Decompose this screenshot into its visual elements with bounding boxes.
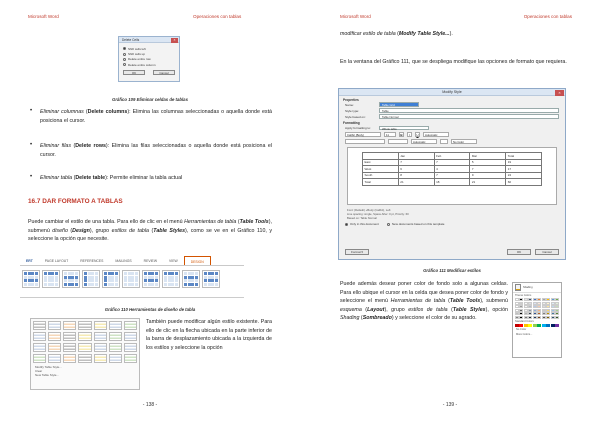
ok-button[interactable]: OK	[507, 249, 531, 255]
gallery-style-tile[interactable]	[78, 332, 91, 341]
gallery-style-tile[interactable]	[33, 321, 46, 330]
menu-modify-table-style[interactable]: Modify Table Style...	[35, 365, 62, 369]
gallery-style-tile[interactable]	[63, 343, 76, 352]
only-this-document-radio[interactable]: Only in this document	[345, 222, 379, 226]
section-title: 16.7 DAR FORMATO A TABLAS	[28, 198, 123, 205]
font-select[interactable]: Calibri (Body)	[345, 132, 381, 137]
ribbon-tabs	[20, 256, 244, 266]
paragraph-modify-option: modificar estilo de tabla (Modify Table Style...).	[340, 31, 453, 37]
gallery-style-tile[interactable]	[33, 332, 46, 341]
radio-icon	[123, 58, 126, 61]
shading-palette	[512, 282, 562, 358]
radio-icon	[123, 63, 126, 66]
gallery-style-tile[interactable]	[109, 332, 122, 341]
gallery-style-tile[interactable]	[109, 343, 122, 352]
color-swatch[interactable]	[542, 324, 546, 327]
name-input[interactable]: Table Grid	[379, 102, 419, 107]
tab-insert[interactable]: ERT	[26, 259, 33, 263]
gallery-style-tile[interactable]	[63, 321, 76, 330]
theme-colors-label: Theme Colors	[515, 294, 532, 297]
color-swatch[interactable]	[537, 316, 541, 319]
gallery-style-tile[interactable]	[48, 354, 61, 363]
font-toolbar	[339, 131, 565, 138]
no-color-option[interactable]: No Color	[516, 327, 527, 331]
gallery-style-tile[interactable]	[109, 354, 122, 363]
color-swatch[interactable]	[542, 316, 546, 319]
color-swatch[interactable]	[524, 316, 528, 319]
radio-icon	[123, 53, 126, 56]
bullet-delete-table: Eliminar tabla (Delete table): Permite eliminar la tabla actual	[40, 175, 183, 181]
font-size-select[interactable]: 11	[384, 132, 396, 137]
color-swatch[interactable]	[515, 316, 519, 319]
delete-cells-dialog-title: Delete Cells	[119, 37, 179, 43]
table-row: Total 21 18 21 60	[363, 179, 542, 186]
cancel-button[interactable]: Cancel	[535, 249, 559, 255]
underline-icon[interactable]: U	[416, 133, 419, 137]
color-swatch[interactable]	[533, 324, 537, 327]
header-title-right: Microsoft Word	[340, 14, 371, 19]
standard-colors-label: Standard Colors	[515, 319, 534, 323]
gallery-style-tile[interactable]	[94, 332, 107, 341]
gallery-style-tile[interactable]	[48, 321, 61, 330]
color-swatch[interactable]	[524, 324, 528, 327]
color-swatch[interactable]	[555, 324, 559, 327]
caption-fig109: Gráfico 109 Eliminar celdas de tablas	[112, 97, 188, 102]
gallery-style-tile[interactable]	[124, 332, 137, 341]
color-swatch[interactable]	[533, 316, 537, 319]
ribbon-design	[20, 256, 244, 298]
table-style-tile[interactable]	[122, 270, 140, 288]
bullet-delete-rows: Eliminar filas (Delete rows): Elimina las filas seleccionadas o aquella donde está posiciona el cursor.	[40, 143, 272, 158]
color-swatch[interactable]	[537, 324, 541, 327]
paragraph-table-styles: Puede cambiar el estilo de una tabla. Para ello de clic en el menú Herramientas de tabla (Table Tools), submenú diseño (Design), grupo estilos de tabla (Table Styles), como se ve en el Gráfico 110, y seleccione la opción que necesite.	[28, 219, 273, 243]
gallery-style-tile[interactable]	[48, 343, 61, 352]
gallery-style-tile[interactable]	[78, 343, 91, 352]
gallery-style-tile[interactable]	[63, 332, 76, 341]
gallery-style-tile[interactable]	[33, 354, 46, 363]
table-style-tile[interactable]	[102, 270, 120, 288]
preview-table	[362, 152, 542, 186]
header-title-left: Microsoft Word	[28, 14, 59, 19]
tab-mailings[interactable]: MAILINGS	[115, 259, 132, 263]
gallery-style-tile[interactable]	[48, 332, 61, 341]
font-color-select[interactable]: Automatic	[423, 132, 449, 137]
gallery-menu	[33, 365, 137, 377]
color-swatch[interactable]	[528, 324, 532, 327]
bullet-delete-columns: Eliminar columnas (Delete columns): Elimina las columnas seleccionadas o aquella donde está posiciona el cursor.	[40, 109, 272, 124]
table-row: Jan Feb Mar Total	[363, 153, 542, 160]
border-width-select[interactable]	[388, 139, 408, 144]
gallery-style-tile[interactable]	[94, 343, 107, 352]
apply-to-select[interactable]: Whole table	[379, 126, 429, 131]
color-swatch[interactable]	[546, 316, 550, 319]
gallery-style-tile[interactable]	[124, 343, 137, 352]
close-icon[interactable]: ×	[171, 38, 178, 43]
tab-page-layout[interactable]: PAGE LAYOUT	[44, 259, 69, 263]
table-style-tile[interactable]	[142, 270, 160, 288]
shading-header	[513, 283, 561, 293]
color-swatch[interactable]	[555, 316, 559, 319]
more-colors-option[interactable]: More Colors...	[516, 332, 533, 336]
color-swatch[interactable]	[546, 324, 550, 327]
formatting-heading: Formatting	[343, 121, 360, 125]
color-swatch[interactable]	[515, 324, 519, 327]
border-toolbar	[339, 138, 565, 145]
menu-clear[interactable]: Clear	[35, 369, 43, 373]
table-style-tile[interactable]	[162, 270, 180, 288]
gallery-style-tile[interactable]	[124, 321, 137, 330]
page-number-left: - 138 -	[142, 402, 158, 408]
apply-to-row: Apply formatting to: Whole table	[339, 125, 565, 131]
style-type-select[interactable]: Table	[379, 108, 559, 113]
bullet-icon: •	[30, 142, 33, 148]
color-swatch[interactable]	[519, 316, 523, 319]
close-icon[interactable]: ×	[555, 90, 564, 96]
standard-color-grid	[513, 324, 561, 327]
gallery-style-tile[interactable]	[33, 343, 46, 352]
table-style-tile[interactable]	[82, 270, 100, 288]
tab-references[interactable]: REFERENCES	[80, 259, 104, 263]
shading-bucket-icon[interactable]	[515, 284, 521, 291]
modify-style-dialog	[338, 88, 566, 260]
based-on-row: Style based on: Table Normal	[339, 114, 565, 120]
shading-label: Shading	[523, 286, 533, 289]
delete-option-entire-row[interactable]: Delete entire row	[119, 57, 179, 62]
table-row: South 8 7 9 24	[363, 172, 542, 179]
gallery-style-tile[interactable]	[94, 321, 107, 330]
shading-select[interactable]: No Color	[451, 139, 477, 144]
header-chapter-right: Operaciones con tablas	[523, 14, 572, 19]
table-styles-gallery	[30, 318, 140, 390]
caption-fig111: Gráfico 111 Modificar estilos	[423, 268, 481, 273]
delete-cells-dialog	[118, 36, 180, 82]
menu-new-table-style[interactable]: New Table Style...	[35, 373, 59, 377]
style-type-row: Style type: Table	[339, 108, 565, 114]
table-style-tile[interactable]	[22, 270, 40, 288]
properties-heading: Properties	[343, 97, 359, 102]
gallery-grid	[33, 321, 137, 363]
style-description: Font: (Default) +Body (Calibri), Left Line spacing: single, Space After: 0 pt, Priority: 60 Based on: Table Normal	[347, 208, 409, 220]
table-styles-strip	[20, 266, 244, 292]
gallery-style-tile[interactable]	[78, 354, 91, 363]
new-documents-radio[interactable]: New documents based on this template	[387, 222, 445, 226]
table-style-tile[interactable]	[42, 270, 60, 288]
style-preview	[347, 147, 557, 205]
bullet-icon: •	[30, 108, 33, 114]
table-style-tile[interactable]	[202, 270, 220, 288]
color-swatch[interactable]	[528, 316, 532, 319]
color-swatch[interactable]	[551, 316, 555, 319]
radio-icon	[123, 47, 126, 50]
gallery-style-tile[interactable]	[63, 354, 76, 363]
gallery-style-tile[interactable]	[109, 321, 122, 330]
based-on-select[interactable]: Table Normal	[379, 114, 559, 119]
cancel-button[interactable]: Cancel	[153, 70, 175, 75]
table-style-tile[interactable]	[182, 270, 200, 288]
italic-icon[interactable]: I	[407, 132, 412, 137]
table-row: East 7 7 5 19	[363, 159, 542, 166]
delete-option-shift-left[interactable]: Shift cells left	[119, 46, 179, 51]
table-style-tile[interactable]	[62, 270, 80, 288]
header-chapter-left: Operaciones con tablas	[193, 14, 242, 19]
tab-view[interactable]: VIEW	[169, 259, 178, 263]
paragraph-shading: Puede además desear poner color de fondo solo a algunas celdas. Para ello ubique el cursor en la celda que desea poner color de fondo y seleccione el menú Herramientas de tabla (Table Tools), submenú esquema (Layout), grupo estilos de tabla (Table Styles), opción Shading (Sombreado) y seleccione el color de su agrado.	[340, 281, 508, 322]
delete-option-shift-up[interactable]: Shift cells up	[119, 51, 179, 56]
paragraph-format-window: En la ventana del Gráfico 111, que se despliega modifique las opciones de formato que requiera.	[340, 59, 567, 65]
gallery-style-tile[interactable]	[94, 354, 107, 363]
format-button[interactable]: Format ▾	[345, 249, 369, 255]
page-number-right: - 139 -	[442, 402, 458, 408]
radio-icon	[345, 223, 348, 226]
paragraph-modify-style: También puede modificar algún estilo existente. Para ello de clic en la flecha ubicada en la parte inferior de la barra de desplazamiento ubicada a la izquierda de los estilos y seleccione la opción	[146, 319, 272, 351]
tab-design[interactable]: DESIGN	[184, 256, 211, 265]
name-row: Name: Table Grid	[339, 102, 565, 108]
gallery-style-tile[interactable]	[124, 354, 137, 363]
gallery-style-tile[interactable]	[78, 321, 91, 330]
theme-color-grid	[513, 298, 561, 319]
bold-icon[interactable]: B	[400, 133, 403, 137]
scope-options	[339, 221, 565, 227]
ok-button[interactable]: OK	[123, 70, 145, 75]
table-row: West 6 4 7 17	[363, 166, 542, 173]
border-color-select[interactable]: Automatic	[411, 139, 437, 144]
bullet-icon: •	[30, 174, 33, 180]
borders-icon[interactable]	[440, 139, 448, 144]
border-style-select[interactable]	[345, 139, 385, 144]
radio-icon	[387, 223, 390, 226]
modify-style-title: Modify Style ×	[339, 89, 565, 96]
color-swatch[interactable]	[551, 324, 555, 327]
tab-review[interactable]: REVIEW	[143, 259, 158, 263]
caption-fig110: Gráfico 110 Herramientas de diseño de tabla	[104, 307, 196, 312]
delete-option-entire-column[interactable]: Delete entire column	[119, 62, 179, 67]
color-swatch[interactable]	[519, 324, 523, 327]
